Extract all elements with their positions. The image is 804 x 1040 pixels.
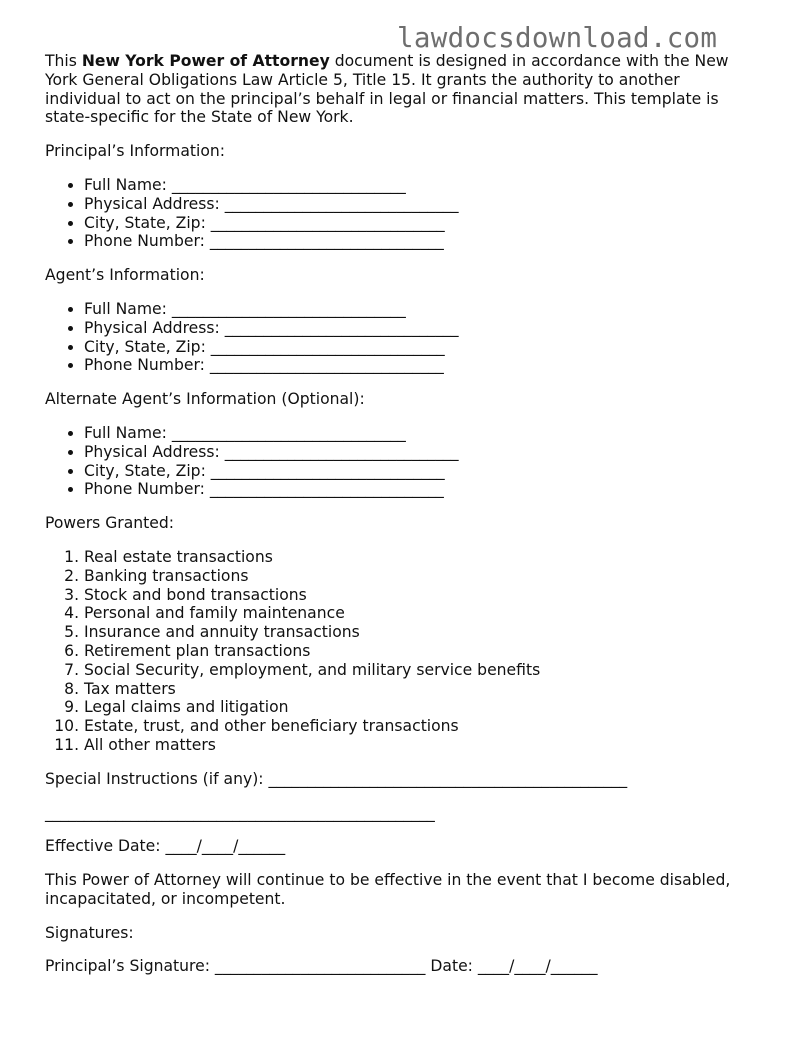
intro-prefix: This (45, 52, 82, 70)
durability-clause: This Power of Attorney will continue to be effective in the event that I become disabled, incapacitated, or incompetent. (45, 871, 731, 908)
power-item: 11. All other matters (84, 736, 745, 755)
alternate-city-state-zip: • City, State, Zip: ______________________________ (84, 462, 745, 481)
watermark: lawdocsdownload.com (397, 22, 718, 54)
principal-physical-address: • Physical Address: ______________________________ (84, 195, 745, 214)
principal-signature-line: Principal’s Signature: ___________________________ Date: ____/____/______ (45, 957, 598, 976)
effective-date: Effective Date: ____/____/______ (45, 837, 286, 856)
power-item: 4. Personal and family maintenance (84, 604, 745, 623)
alternate-agent-fields (45, 424, 745, 499)
agent-full-name: • Full Name: ______________________________ (84, 300, 745, 319)
alternate-full-name: • Full Name: ______________________________ (84, 424, 745, 443)
agent-city-state-zip: • City, State, Zip: ______________________________ (84, 338, 745, 357)
powers-list (45, 548, 745, 755)
principal-phone-number: • Phone Number: ______________________________ (84, 232, 745, 251)
power-item: 5. Insurance and annuity transactions (84, 623, 745, 642)
power-item: 8. Tax matters (84, 680, 745, 699)
powers-heading: Powers Granted: (45, 514, 175, 533)
intro-suffix: document is designed in accordance with the New York General Obligations Law Article 5, Title 15. It grants the authority to another individual to act on the principal’s behalf in legal or financial matters. This template is state-specific for the State of New York. (45, 52, 729, 127)
power-item: 9. Legal claims and litigation (84, 698, 745, 717)
alternate-physical-address: • Physical Address: ______________________________ (84, 443, 745, 462)
alternate-agent-heading: Alternate Agent’s Information (Optional): (45, 390, 365, 409)
agent-fields (45, 300, 745, 375)
principal-full-name: • Full Name: ______________________________ (84, 176, 745, 195)
agent-physical-address: • Physical Address: ______________________________ (84, 319, 745, 338)
document-body (45, 52, 745, 976)
power-item: 1. Real estate transactions (84, 548, 745, 567)
intro-document-title: New York Power of Attorney (81, 52, 330, 70)
principal-fields (45, 176, 745, 251)
power-item: 3. Stock and bond transactions (84, 586, 745, 605)
principal-city-state-zip: • City, State, Zip: ______________________________ (84, 214, 745, 233)
agent-heading: Agent’s Information: (45, 266, 205, 285)
principal-heading: Principal’s Information: (45, 142, 226, 161)
special-instructions-line-2: __________________________________________________ (45, 803, 435, 822)
intro-paragraph (45, 52, 745, 127)
agent-phone-number: • Phone Number: ______________________________ (84, 356, 745, 375)
signatures-heading: Signatures: (45, 923, 134, 942)
power-item: 6. Retirement plan transactions (84, 642, 745, 661)
power-item: 2. Banking transactions (84, 567, 745, 586)
power-item: 7. Social Security, employment, and military service benefits (84, 661, 745, 680)
alternate-phone-number: • Phone Number: ______________________________ (84, 480, 745, 499)
special-instructions: Special Instructions (if any): ______________________________________________ (45, 769, 628, 788)
power-item: 10. Estate, trust, and other beneficiary transactions (84, 717, 745, 736)
